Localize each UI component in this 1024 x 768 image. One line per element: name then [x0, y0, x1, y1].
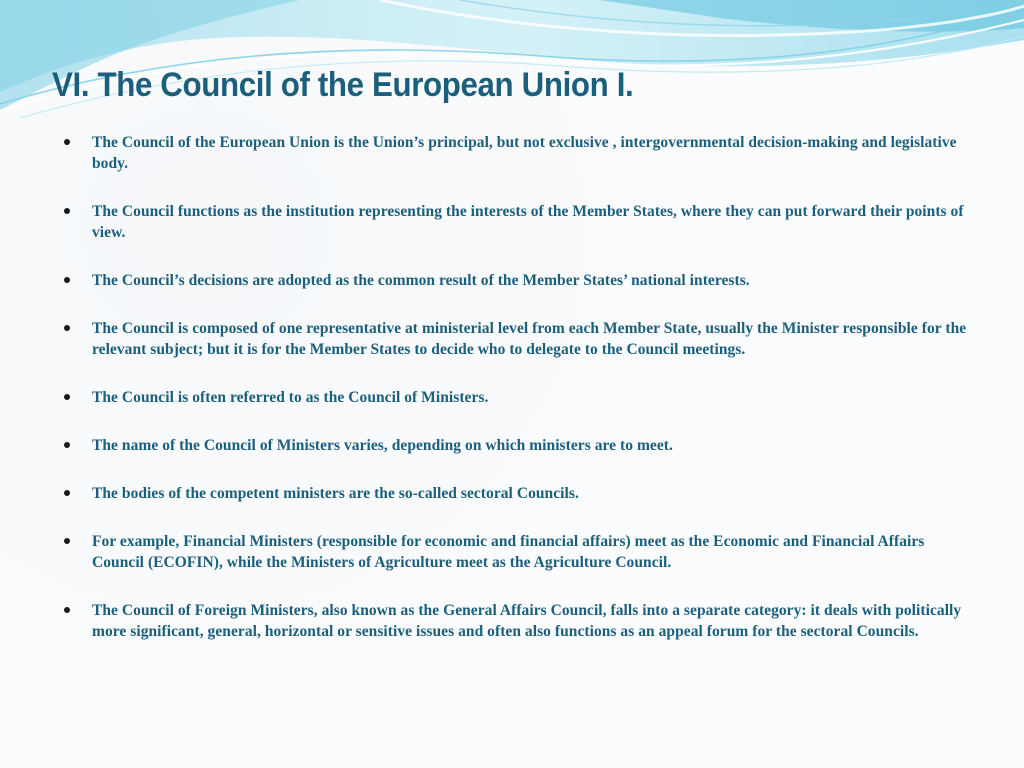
bullet-icon: [64, 607, 70, 613]
bullet-icon: [64, 442, 70, 448]
bullet-icon: [64, 394, 70, 400]
bullet-icon: [64, 277, 70, 283]
bullet-icon: [64, 139, 70, 145]
bullet-item: [92, 531, 972, 573]
bullet-item: [92, 132, 972, 174]
bullet-item: [92, 600, 972, 642]
bullet-text: The Council’s decisions are adopted as the common result of the Member States’ national interests.: [92, 272, 750, 289]
bullet-item: [92, 387, 972, 408]
bullet-text: The Council of the European Union is the Union’s principal, but not exclusive , intergovernmental decision-making and legislative body.: [92, 134, 957, 172]
bullet-icon: [64, 490, 70, 496]
bullet-text: The bodies of the competent ministers are the so-called sectoral Councils.: [92, 485, 579, 502]
bullet-list: [92, 132, 972, 669]
bullet-icon: [64, 208, 70, 214]
bullet-item: [92, 201, 972, 243]
bullet-icon: [64, 325, 70, 331]
bullet-item: [92, 435, 972, 456]
slide-title: VI. The Council of the European Union I.: [52, 66, 634, 104]
bullet-text: The name of the Council of Ministers varies, depending on which ministers are to meet.: [92, 437, 673, 454]
bullet-text: For example, Financial Ministers (responsible for economic and financial affairs) meet as the Economic and Financial Affairs Council (ECOFIN), while the Ministers of Agriculture meet as the Agriculture Council.: [92, 533, 925, 571]
bullet-item: [92, 270, 972, 291]
bullet-text: The Council functions as the institution representing the interests of the Member States, where they can put forward their points of view.: [92, 203, 964, 241]
bullet-item: [92, 483, 972, 504]
bullet-text: The Council is often referred to as the Council of Ministers.: [92, 389, 489, 406]
decorative-wave-header: [0, 0, 1024, 130]
bullet-text: The Council of Foreign Ministers, also known as the General Affairs Council, falls into a separate category: it deals with politically more significant, general, horizontal or sensitive issues and often also functions as an appeal forum for the sectoral Councils.: [92, 602, 962, 640]
bullet-icon: [64, 538, 70, 544]
bullet-item: [92, 318, 972, 360]
bullet-text: The Council is composed of one representative at ministerial level from each Member State, usually the Minister responsible for the relevant subject; but it is for the Member States to decide who to delegate to the Council meetings.: [92, 320, 967, 358]
